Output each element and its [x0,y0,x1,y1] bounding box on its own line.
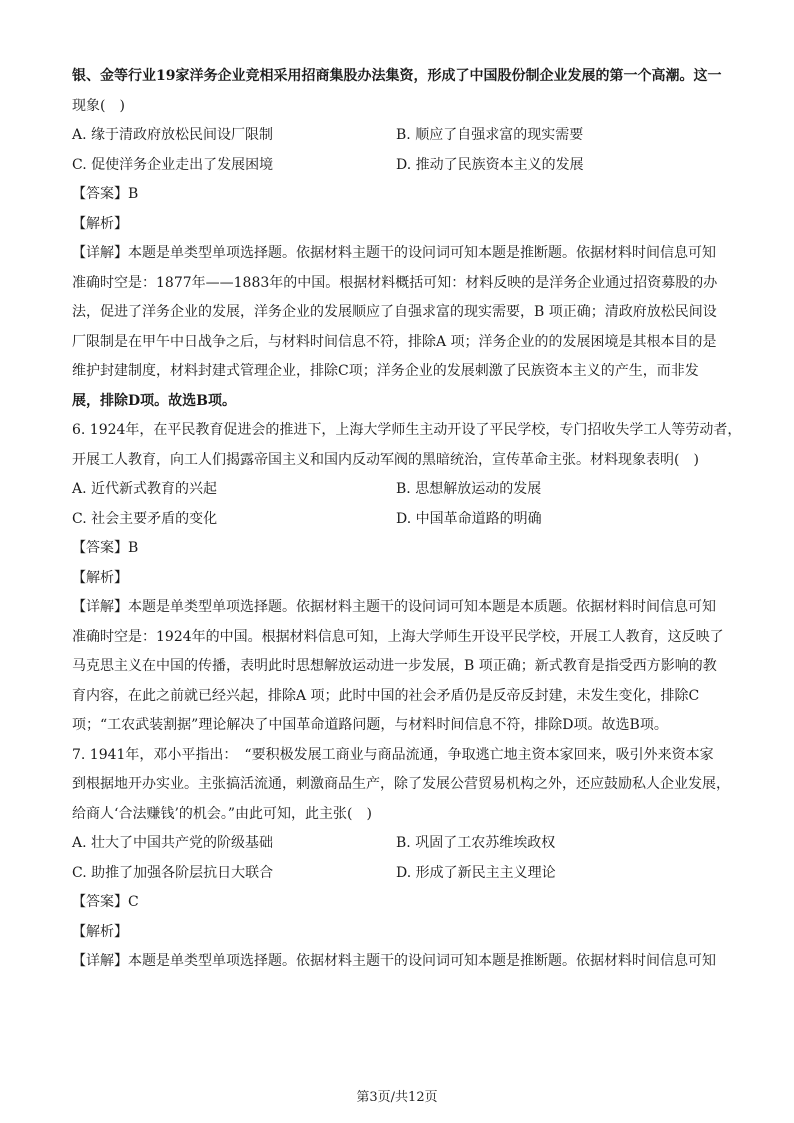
q5-options-row-2 [72,151,732,181]
q7-stem-line-3: 给商人‘合法赚钱’的机会。”由此可知，此主张( ) [72,805,372,822]
q7-option-d: D. 形成了新民主主义理论 [396,864,556,881]
q7-stem-line-2: 到根据地开办实业。主张搞活流通，刺激商品生产，除了发展公营贸易机构之外，还应鼓励私人企业发展， [72,776,730,792]
question-5 [72,62,732,416]
q6-stem-line-1: 6. 1924年，在平民教育促进会的推进下，上海大学师生主动开设了平民学校，专门招收失学工人等劳动者， [72,422,742,438]
q5-stem-line-1: 银、金等行业19家洋务企业竞相采用招商集股办法集资，形成了中国股份制企业发展的第一个高潮。这一 [72,68,722,84]
q6-answer: 【答案】B [72,540,139,556]
q6-stem-line-2: 开展工人教育，向工人们揭露帝国主义和国内反动军阀的黑暗统治，宣传革命主张。材料现象表明( ) [72,451,699,468]
q5-option-a: A. 缘于清政府放松民间设厂限制 [72,127,274,143]
question-7 [72,741,732,977]
q5-detail-line: 【详解】本题是单类型单项选择题。依据材料主题干的设问词可知本题是推断题。依据材料时间信息可知 [72,245,716,261]
q6-detail-line: 育内容，在此之前就已经兴起，排除A 项；此时中国的社会矛盾仍是反帝反封建，未发生变化，排除C [72,687,700,704]
q5-analysis-label: 【解析】 [72,215,128,232]
q6-option-c: C. 社会主要矛盾的变化 [72,510,218,527]
question-6 [72,416,742,741]
q5-option-c: C. 促使洋务企业走出了发展困境 [72,156,274,173]
q7-options-row-1 [72,829,732,859]
q6-option-a: A. 近代新式教育的兴起 [72,481,218,497]
q5-detail-line: 维护封建制度，材料封建式管理企业，排除C项；洋务企业的发展刺激了民族资本主义的产生，而非发 [72,363,699,379]
q5-answer: 【答案】B [72,186,139,202]
q5-options-row-1 [72,121,732,151]
q7-analysis-label: 【解析】 [72,923,128,940]
q7-option-a: A. 壮大了中国共产党的阶级基础 [72,835,274,851]
q5-detail-line: 展，排除D项。故选B项。 [72,392,236,409]
q5-stem-line-2: 现象( ) [72,97,125,114]
q5-detail-line: 厂限制是在甲午中日战争之后，与材料时间信息不符，排除A 项；洋务企业的的发展困境是其根本目的是 [72,333,717,350]
q6-option-d: D. 中国革命道路的明确 [396,510,542,527]
q7-option-b: B. 巩固了工农苏维埃政权 [396,835,556,851]
q6-detail-line: 马克思主义在中国的传播，表明此时思想解放运动进一步发展，B 项正确；新式教育是指受西方影响的教 [72,658,717,674]
q6-detail-line: 【详解】本题是单类型单项选择题。依据材料主题干的设问词可知本题是本质题。依据材料时间信息可知 [72,599,716,615]
q6-options-row-2 [72,505,732,535]
q7-detail-line: 【详解】本题是单类型单项选择题。依据材料主题干的设问词可知本题是推断题。依据材料时间信息可知 [72,953,716,969]
q6-option-b: B. 思想解放运动的发展 [396,481,542,497]
q7-option-c: C. 助推了加强各阶层抗日大联合 [72,864,274,881]
q5-detail-line: 准确时空是：1877年——1883年的中国。根据材料概括可知：材料反映的是洋务企业通过招资募股的办 [72,274,718,291]
q6-analysis-label: 【解析】 [72,569,128,586]
q5-option-b: B. 顺应了自强求富的现实需要 [396,127,584,143]
q6-detail-line: 准确时空是：1924年的中国。根据材料信息可知，上海大学师生开设平民学校，开展工人教育，这反映了 [72,628,724,645]
q7-answer: 【答案】C [72,894,139,910]
q5-detail-line: 法，促进了洋务企业的发展，洋务企业的发展顺应了自强求富的现实需要，B 项正确；清政府放松民间设 [72,304,717,320]
q7-options-row-2 [72,859,732,889]
q6-options-row-1 [72,475,732,505]
page-number: 第3页/共12页 [356,1090,438,1105]
q6-detail-line: 项；“工农武装割据”理论解决了中国革命道路问题，与材料时间信息不符，排除D项。故选B项。 [72,717,668,733]
q7-stem-line-1: 7. 1941年，邓小平指出： “要积极发展工商业与商品流通，争取逃亡地主资本家回来，吸引外来资本家 [72,746,714,763]
document-page [72,62,742,977]
q5-option-d: D. 推动了民族资本主义的发展 [396,156,584,173]
